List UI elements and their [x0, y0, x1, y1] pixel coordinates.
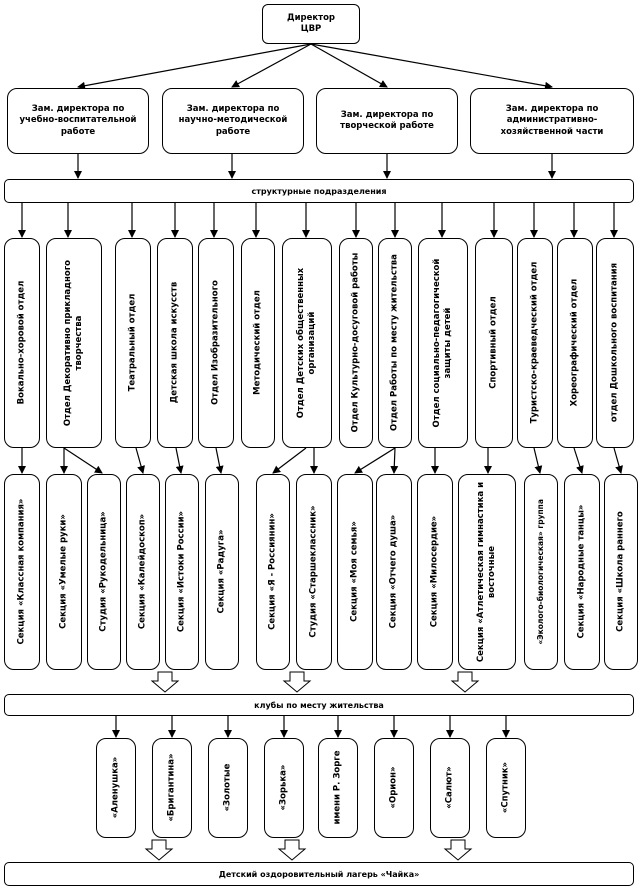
camp-label: Детский оздоровительный лагерь «Чайка»	[218, 869, 420, 879]
section-label: Секция «Народные танцы»	[576, 505, 587, 639]
connector-arrow	[614, 448, 621, 473]
department-box	[46, 238, 102, 448]
section-label: Секция «Школа раннего	[615, 511, 626, 633]
department-box	[198, 238, 234, 448]
department-box	[157, 238, 193, 448]
section-box	[256, 474, 290, 670]
section-label: Секция «Я - Россиянин»	[267, 513, 278, 631]
section-box	[417, 474, 453, 670]
club-box	[486, 738, 526, 838]
flow-arrow	[146, 840, 172, 860]
department-box	[115, 238, 151, 448]
department-box	[517, 238, 553, 448]
structural-units-bar	[4, 179, 634, 203]
section-label: Секция «Милосердие»	[429, 516, 440, 628]
director-box	[262, 4, 360, 44]
section-box	[337, 474, 373, 670]
section-label: Секция «Моя семья»	[349, 521, 360, 623]
flow-arrow	[452, 672, 478, 692]
section-label: Секция «Атлетическая гимнастика и восточные	[475, 481, 497, 663]
section-label: Секция «Отчего душа»	[388, 515, 399, 629]
department-label: Туристско-краеведческий отдел	[529, 262, 540, 424]
section-label: Секция «Классная компания»	[16, 499, 27, 645]
club-box	[152, 738, 192, 838]
club-label: «Аленушка»	[110, 757, 121, 819]
club-box	[318, 738, 358, 838]
department-label: Отдел социально-педагогической защиты детей	[431, 258, 453, 428]
section-label: Студия «Рукодельница»	[98, 511, 109, 633]
department-box	[418, 238, 468, 448]
connector-arrow	[216, 448, 221, 473]
department-box	[557, 238, 593, 448]
connector-arrow	[273, 448, 306, 473]
structural-units-label: структурные подразделения	[251, 186, 387, 196]
section-label: Секция «Калейдоскоп»	[137, 514, 148, 630]
department-label: Отдел Детских общественных организаций	[295, 267, 317, 419]
department-label: Методический отдел	[252, 290, 263, 396]
deputy-label: Зам. директора по научно-методической работе	[178, 103, 288, 137]
section-label: «Эколого-биологическая» группа	[536, 499, 546, 645]
connector-arrow	[311, 44, 552, 87]
department-box	[596, 238, 634, 448]
flow-arrow	[152, 672, 178, 692]
club-label: «Зорька»	[278, 765, 289, 811]
deputy-label: Зам. директора по творческой работе	[340, 109, 434, 131]
connector-arrow	[78, 44, 311, 87]
section-box	[458, 474, 516, 670]
connector-arrow	[534, 448, 540, 473]
department-box	[475, 238, 513, 448]
section-box	[376, 474, 412, 670]
deputy-box-administrative	[470, 88, 634, 154]
department-label: Отдел Культурно-досуговой работы	[350, 253, 361, 433]
connector-arrow	[394, 448, 395, 473]
department-box	[378, 238, 412, 448]
flow-arrow	[279, 840, 305, 860]
department-box	[339, 238, 373, 448]
section-label: Секция «Радуга»	[216, 530, 227, 614]
clubs-bar	[4, 694, 634, 716]
department-label: Детская школа искусств	[169, 282, 180, 404]
clubs-label: клубы по месту жительства	[254, 700, 384, 710]
section-box	[205, 474, 239, 670]
club-box	[374, 738, 414, 838]
section-box	[524, 474, 558, 670]
flow-arrow	[445, 840, 471, 860]
connector-arrow	[136, 448, 143, 473]
section-box	[46, 474, 82, 670]
department-label: Спортивный отдел	[488, 296, 499, 390]
section-label: Студия «Старшеклассник»	[308, 505, 319, 639]
section-box	[604, 474, 638, 670]
department-label: Отдел Работы по месту жительства	[389, 254, 400, 432]
connector-arrow	[176, 448, 181, 473]
club-label: «Спутник»	[500, 762, 511, 814]
club-box	[430, 738, 470, 838]
club-box	[96, 738, 136, 838]
section-box	[4, 474, 40, 670]
connector-arrow	[232, 44, 311, 87]
flow-arrow	[284, 672, 310, 692]
department-label: Вокально-хоровой отдел	[16, 281, 27, 405]
department-label: Отдел Изобразительного	[210, 280, 221, 406]
section-label: Секция «Истоки России»	[176, 511, 187, 633]
department-box	[4, 238, 40, 448]
deputy-label: Зам. директора по учебно-воспитательной работе	[19, 103, 137, 137]
club-label: «Золотые	[222, 764, 233, 812]
club-box	[208, 738, 248, 838]
connector-arrow	[355, 448, 395, 473]
club-label: «Салют»	[444, 766, 455, 810]
deputy-label: Зам. директора по административно-хозяйственной части	[500, 103, 604, 137]
club-label: имени Р. Зорге	[332, 750, 343, 826]
deputy-box-methodical	[162, 88, 304, 154]
director-label: Директор ЦВР	[287, 12, 335, 34]
section-box	[126, 474, 160, 670]
section-box	[87, 474, 121, 670]
camp-bar	[4, 862, 634, 886]
department-label: Театральный отдел	[127, 294, 138, 392]
department-label: Хореографический отдел	[569, 279, 580, 407]
section-box	[296, 474, 332, 670]
department-box	[282, 238, 332, 448]
department-label: отдел Дошкольного воспитания	[609, 263, 620, 423]
club-label: «Орион»	[388, 767, 399, 809]
department-box	[241, 238, 275, 448]
deputy-box-creative	[316, 88, 458, 154]
club-box	[264, 738, 304, 838]
connector-arrow	[574, 448, 582, 473]
deputy-box-educational	[7, 88, 149, 154]
section-box	[564, 474, 600, 670]
club-label: «Бригантина»	[166, 753, 177, 823]
connector-arrow	[64, 448, 102, 473]
department-label: Отдел Декоративно прикладного творчества	[62, 259, 84, 427]
section-box	[165, 474, 199, 670]
section-label: Секция «Умелые руки»	[58, 514, 69, 630]
